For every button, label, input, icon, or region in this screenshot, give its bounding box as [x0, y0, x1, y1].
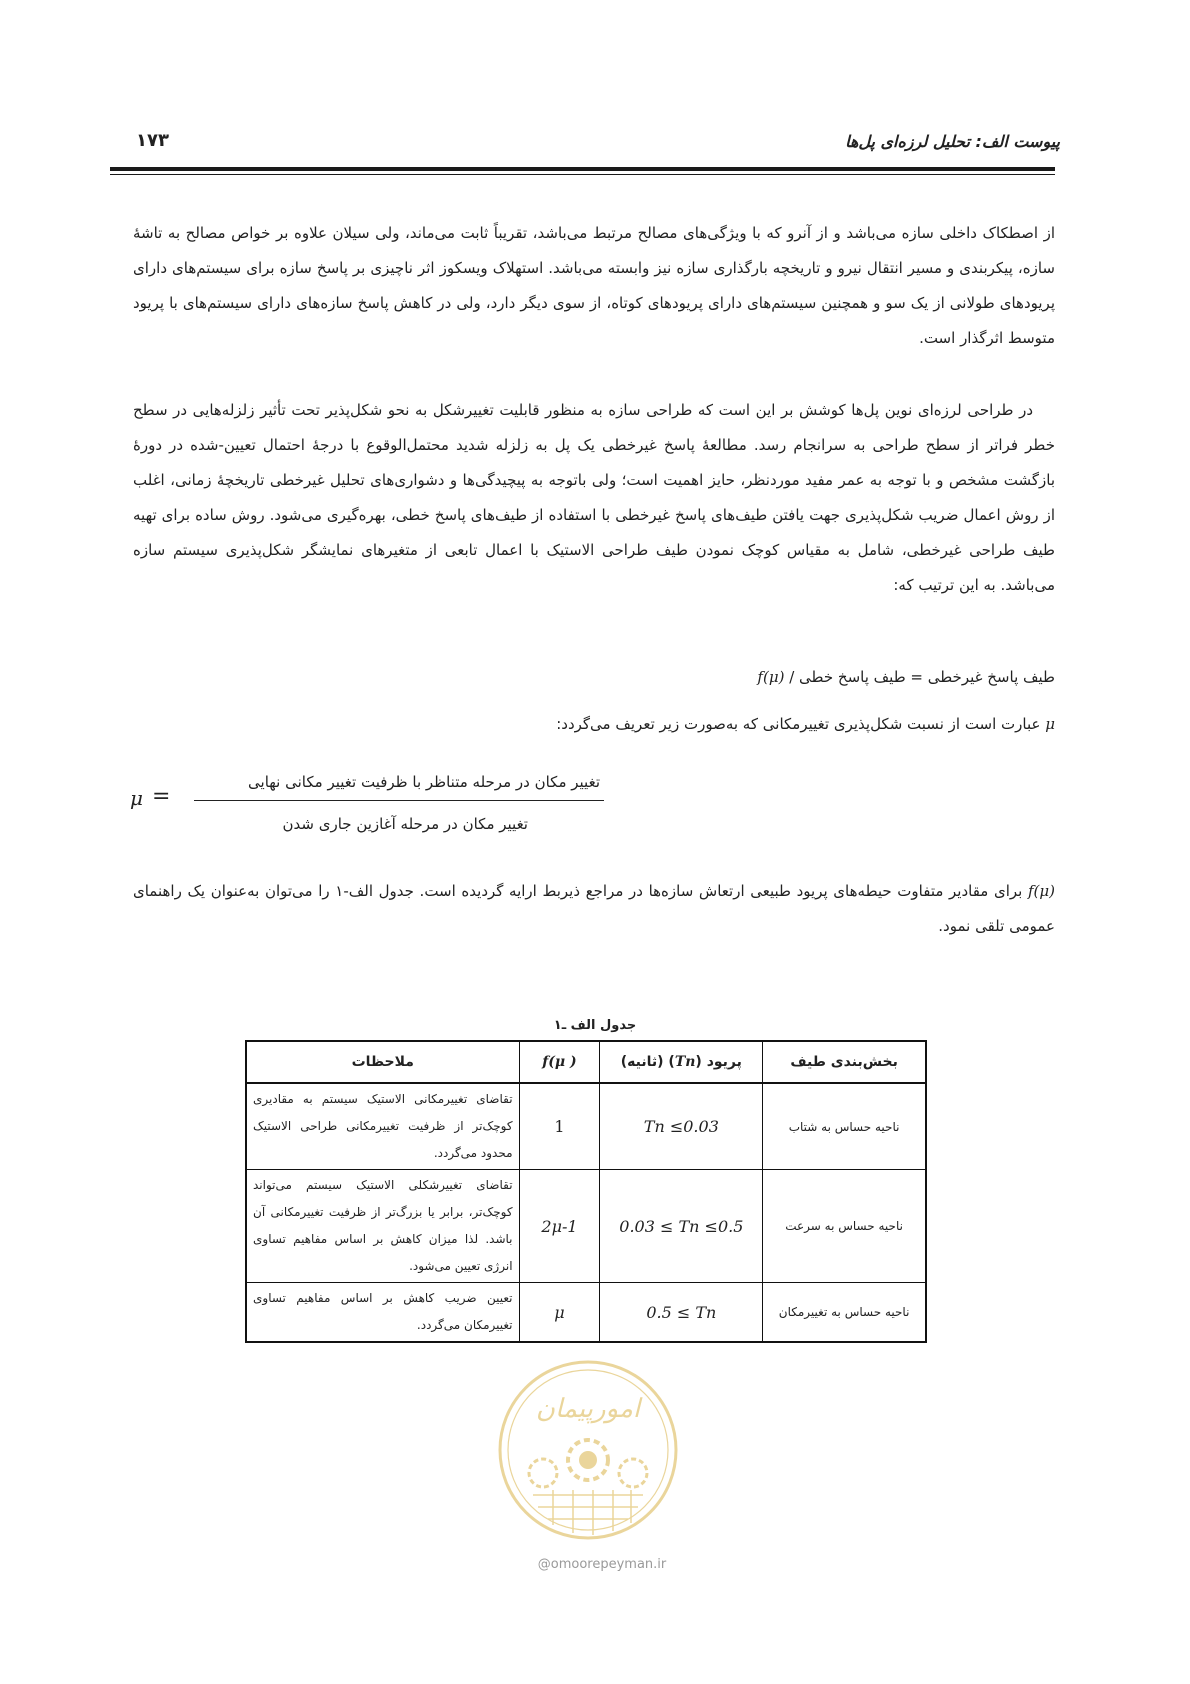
table-row — [246, 1083, 926, 1170]
paragraph-3-text: برای مقادیر متفاوت حیطه‌های پریود طبیعی ارتعاش سازه‌ها در مراجع ذیربط ارایه گردیده است. جدول الف-۱ را می‌توان به‌عنوان یک راهنمای عمومی تلقی نمود. — [133, 882, 1055, 935]
header-period-prefix: پریود ( — [695, 1054, 742, 1070]
table-header-row — [246, 1041, 926, 1083]
row1-classification: ناحیه حساس به شتاب — [763, 1083, 926, 1170]
header-rule-thin — [110, 174, 1055, 175]
page-number: ۱۷۳ — [136, 130, 169, 151]
paragraph-2: در طراحی لرزه‌ای نوین پل‌ها کوشش بر این است که طراحی سازه به منظور قابلیت تغییرشکل به نحو شکل‌پذیر تحت تأثیر زلزله‌هایی در سطح خطر فراتر از سطح طراحی به سرانجام رسد. مطالعهٔ پاسخ غیرخطی یک پل به زلزله شدید محتمل‌الوقوع با درجهٔ احتمال تعیین-شده در دورهٔ بازگشت مشخص و با توجه به عمر مفید موردنظر، حایز اهمیت است؛ ولی باتوجه به پیچیدگی‌ها و دشواری‌های تحلیل غیرخطی تاریخچهٔ زمانی، اغلب از روش اعمال ضریب شکل‌پذیری جهت یافتن طیف‌های پاسخ غیرخطی با استفاده از طیف‌های پاسخ خطی، بهره‌گیری می‌شود. روش ساده برای تهیه طیف طراحی غیرخطی، شامل به مقیاس کوچک نمودن طیف طراحی الاستیک با اعمال تابعی از متغیرهای نمایشگر شکل‌پذیری سیستم سازه می‌باشد. به این ترتیب که: — [133, 401, 1055, 594]
row1-f: 1 — [519, 1083, 600, 1170]
row3-period: 0.5 ≤ Tn — [600, 1283, 763, 1343]
fraction-numerator: تغییر مکان در مرحله متناظر با ظرفیت تغییر مکانی نهایی — [248, 773, 600, 791]
spectrum-formula-math: f(μ) — [757, 668, 785, 686]
spectrum-formula-text: طیف پاسخ غیرخطی = طیف پاسخ خطی / — [789, 668, 1055, 686]
spectrum-formula — [757, 668, 1055, 686]
fraction-denominator: تغییر مکان در مرحله آغازین جاری شدن — [282, 815, 528, 833]
mu-symbol: μ — [1045, 715, 1055, 733]
header-classification: بخش‌بندی طیف — [763, 1041, 926, 1083]
table-row — [246, 1170, 926, 1283]
watermark-logo-icon — [493, 1355, 683, 1555]
header-notes: ملاحظات — [246, 1041, 519, 1083]
row2-notes: تقاضای تغییرشکلی الاستیک سیستم می‌تواند کوچک‌تر، برابر یا بزرگ‌تر از ظرفیت تغییرمکانی آن باشد. لذا میزان کاهش بر اساس مفاهیم تساوی انرژی تعیین می‌شود. — [246, 1170, 519, 1283]
paragraph-3 — [133, 874, 1055, 944]
running-header-title: پیوست الف: تحلیل لرزه‌ای پل‌ها — [845, 132, 1060, 151]
header-period-symbol: Tn — [674, 1054, 696, 1070]
paragraph-3-math: f(μ) — [1027, 882, 1055, 900]
row1-notes: تقاضای تغییرمکانی الاستیک سیستم به مقادیری کوچک‌تر از ظرفیت تغییرمکانی طراحی الاستیک محدود می‌گردد. — [246, 1083, 519, 1170]
row2-classification: ناحیه حساس به سرعت — [763, 1170, 926, 1283]
row3-notes: تعیین ضریب کاهش بر اساس مفاهیم تساوی تغییرمکان می‌گردد. — [246, 1283, 519, 1343]
row2-period: 0.03 ≤ Tn ≤0.5 — [600, 1170, 763, 1283]
fraction-bar — [194, 800, 604, 801]
mu-definition — [556, 715, 1055, 733]
paragraph-1: از اصطکاک داخلی سازه می‌باشد و از آنرو که با ویژگی‌های مصالح مرتبط می‌باشد، تقریباً ثابت می‌ماند، ولی سیلان علاوه بر خواص مصالح به تاشهٔ سازه، پیکربندی و مسیر انتقال نیرو و تاریخچه بارگذاری سازه نیز وابسته می‌باشد. استهلاک ویسکوز اثر ناچیزی بر پاسخ سازه برای سیستم‌های دارای پریودهای طولانی از یک سو و همچنین سیستم‌های دارای پریودهای کوتاه، از سوی دیگر دارد، ولی در کاهش پاسخ سازه‌های دارای سیستم‌های با پریود متوسط اثرگذار است. — [133, 224, 1055, 347]
ductility-table — [245, 1040, 927, 1343]
watermark-logo-text: امورپیمان — [535, 1394, 641, 1424]
header-period — [600, 1041, 763, 1083]
header-rule-thick — [110, 167, 1055, 171]
row1-period: Tn ≤0.03 — [600, 1083, 763, 1170]
watermark-url: @omoorepeyman.ir — [537, 1557, 667, 1572]
row3-f: μ — [519, 1283, 600, 1343]
fraction-equals: = — [152, 784, 171, 809]
table-row — [246, 1283, 926, 1343]
mu-definition-text: عبارت است از نسبت شکل‌پذیری تغییرمکانی که به‌صورت زیر تعریف می‌گردد: — [556, 715, 1041, 733]
row3-classification: ناحیه حساس به تغییرمکان — [763, 1283, 926, 1343]
fraction-lhs: μ — [130, 786, 143, 810]
header-period-suffix: ) (ثانیه) — [620, 1054, 675, 1070]
row2-f: 2μ-1 — [519, 1170, 600, 1283]
table-caption: جدول الف ـ۱ — [553, 1018, 637, 1033]
header-f: f(μ ) — [519, 1041, 600, 1083]
